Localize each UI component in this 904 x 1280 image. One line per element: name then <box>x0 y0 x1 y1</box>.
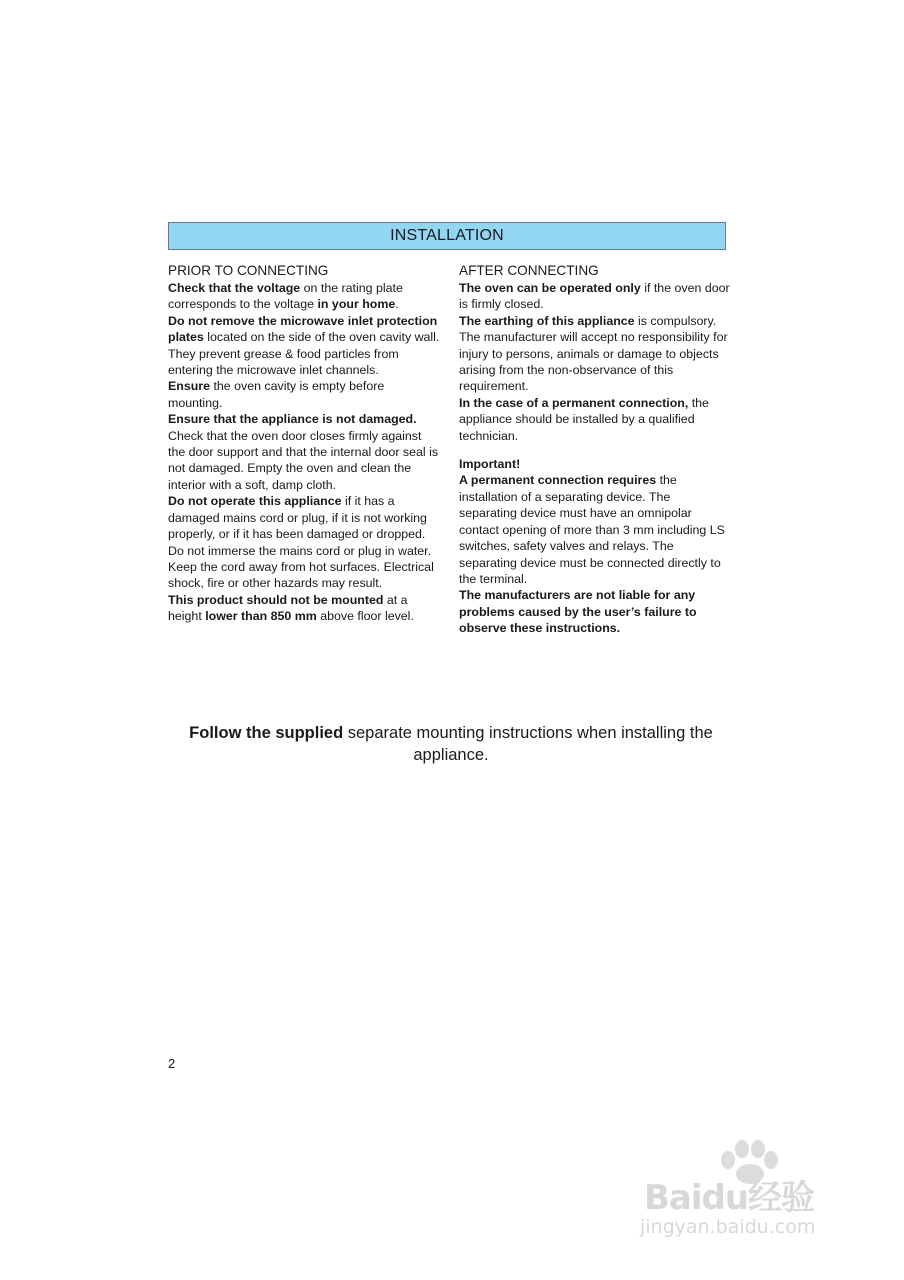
left-column-body <box>168 280 440 625</box>
paragraph <box>168 378 440 411</box>
section-banner <box>168 222 726 250</box>
right-column-heading: AFTER CONNECTING <box>459 263 599 278</box>
watermark-logo: Baidu经验 <box>644 1178 815 1218</box>
bold-run: Do not remove the microwave inlet protection plates <box>168 313 438 345</box>
paragraph <box>168 411 440 493</box>
paragraph <box>459 472 731 587</box>
baidu-watermark <box>640 1140 860 1250</box>
text-run: if it has a damaged mains cord or plug, if it is not working properly, or if it has been damaged or dropped. Do not immerse the mains cord or plug in water. Keep the cord away from hot surfaces. Electrical shock, fire or other hazards may result. <box>168 494 434 591</box>
bold-run: The oven can be operated only <box>459 281 641 295</box>
bold-run: The manufacturers are not liable for any problems caused by the user’s failure to observe these instructions. <box>459 588 697 636</box>
bold-run: Ensure that the appliance is not damaged. <box>168 412 417 427</box>
left-column-heading: PRIOR TO CONNECTING <box>168 263 329 278</box>
footer-note-rest: separate mounting instructions when installing the appliance. <box>343 724 713 764</box>
paragraph <box>459 313 731 395</box>
important-body <box>459 472 731 636</box>
text-run: the appliance should be installed by a qualified technician. <box>459 395 709 443</box>
right-column <box>459 262 731 637</box>
paragraph <box>459 280 731 313</box>
page-number: 2 <box>168 1056 176 1071</box>
paragraph <box>459 395 731 444</box>
text-run: Check that the oven door closes firmly against the door support and that the internal door seal is not damaged. Empty the oven and clean the interior with a soft, damp cloth. <box>168 428 439 492</box>
paragraph <box>168 592 440 625</box>
section-title: INSTALLATION <box>390 227 504 244</box>
bold-run: This product should not be mounted <box>168 592 384 607</box>
bold-run: Check that the voltage <box>168 281 301 295</box>
bold-run: Do not operate this appliance <box>168 494 342 509</box>
bold-run: The earthing of this appliance <box>459 313 635 328</box>
paragraph <box>168 493 440 591</box>
paragraph <box>168 280 440 313</box>
text-run: if the oven door is firmly closed. <box>459 281 730 312</box>
bold-run: In the case of a permanent connection, <box>459 395 689 410</box>
text-run: the installation of a separating device. The separating device must have an omnipolar contact opening of more than 3 mm including LS switches, safety valves and relays. The separating device must be connected directly to the terminal. <box>459 473 725 586</box>
important-heading: Important! <box>459 457 521 472</box>
bold-run: in your home <box>317 297 396 312</box>
text-run: is compulsory. The manufacturer will accept no responsibility for injury to persons, animals or damage to objects arising from the non-observance of this requirement. <box>459 313 728 394</box>
paragraph <box>459 587 731 636</box>
text-run: the oven cavity is empty before mounting. <box>168 379 385 410</box>
watermark-url: jingyan.baidu.com <box>640 1216 816 1238</box>
paragraph <box>168 313 440 379</box>
text-run: . <box>395 297 399 312</box>
text-run: located on the side of the oven cavity wall. They prevent grease & food particles from entering the microwave inlet channels. <box>168 330 440 378</box>
left-column <box>168 262 440 625</box>
bold-run: A permanent connection requires <box>459 473 657 488</box>
text-run: at a height <box>168 592 408 624</box>
mounting-instructions-note <box>168 722 734 766</box>
right-column-body <box>459 280 731 444</box>
bold-run: Ensure <box>168 379 211 394</box>
text-run: above floor level. <box>316 609 414 624</box>
bold-run: lower than 850 mm <box>205 609 317 624</box>
footer-note-bold: Follow the supplied <box>189 724 344 742</box>
text-run: on the rating plate corresponds to the voltage <box>168 281 403 312</box>
